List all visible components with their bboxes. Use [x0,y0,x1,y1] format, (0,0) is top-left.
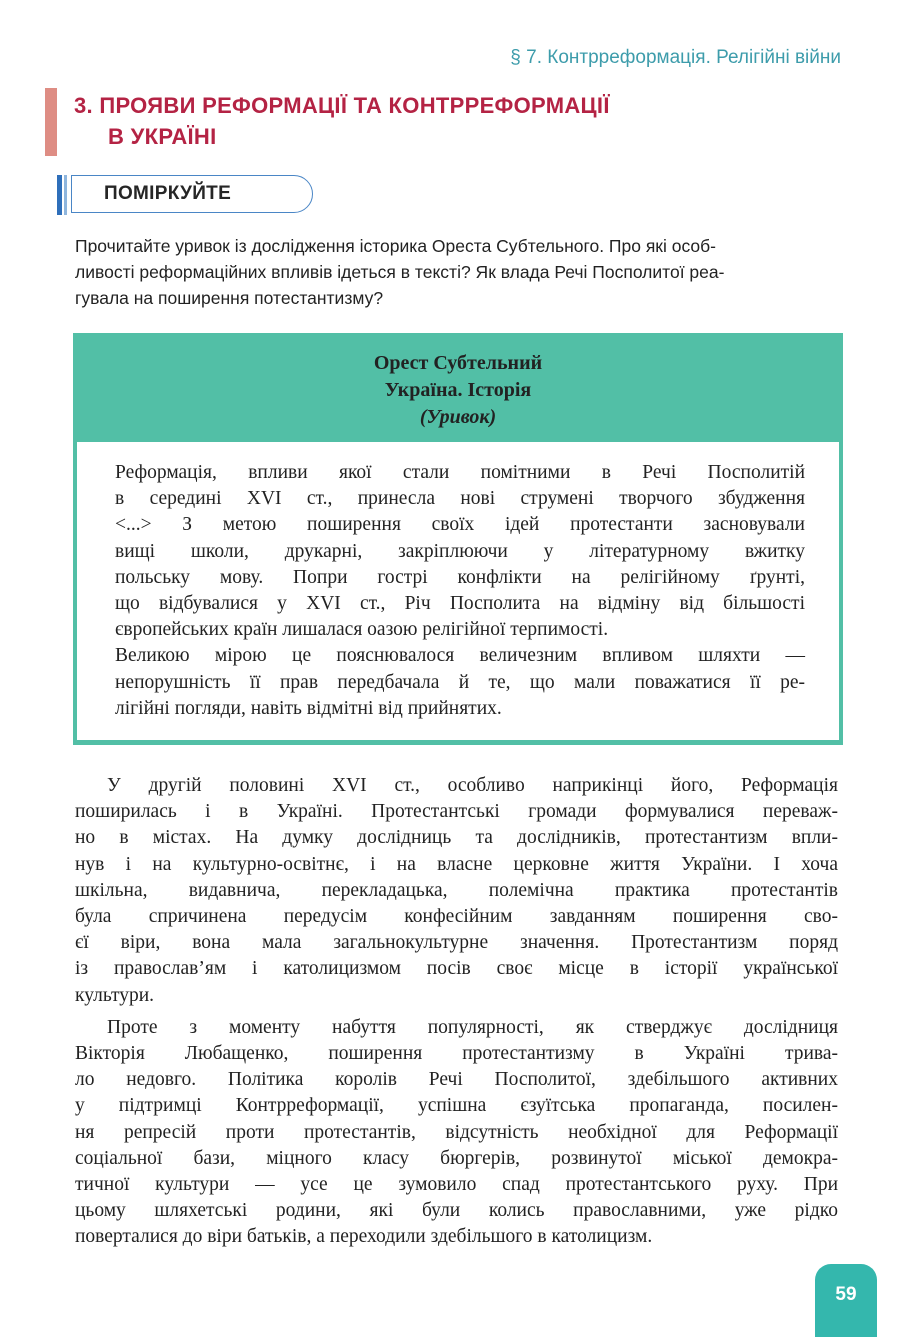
source-book-title: Україна. Історія [384,379,532,401]
source-quote [115,460,805,722]
body-line: соціальної бази, міцного класу бюргерів, розвинутої міської демокра- [75,1147,838,1169]
body-line: шкільна, видавнича, перекладацька, полемічна практика протестантів [75,879,838,901]
quote-line: лігійні погляди, навіть відмітні від прийнятих. [115,697,502,719]
body-line: но в містах. На думку дослідниць та дослідників, протестантизм впли- [75,827,838,849]
body-line: нув і на культурно-освітнє, і на власне церковне життя України. І хоча [75,853,838,875]
badge-stripes-icon [57,175,71,215]
quote-line: непорушність її прав передбачала й те, що мали поважатися її ре- [115,671,805,693]
think-badge-label: ПОМІРКУЙТЕ [71,175,313,213]
quote-line: <...> З метою поширення своїх ідей протестанти засновували [115,514,805,536]
body-line: єї віри, вона мала загальнокультурне значення. Протестантизм поряд [75,932,838,954]
paragraph-2 [75,1015,838,1251]
section-title-line: 3. ПРОЯВИ РЕФОРМАЦІЇ ТА КОНТРРЕФОРМАЦІЇ [74,93,610,118]
body-line: із православ’ям і католицизмом посів своє місце в історії української [75,958,838,980]
body-line: ня репресій проти протестантів, відсутність необхідної для Реформації [75,1121,838,1143]
body-line: ло недовго. Політика королів Речі Посполитої, здебільшого активних [75,1069,838,1091]
prompt-line: Прочитайте уривок із дослідження історика Ореста Субтельного. Про які особ- [75,236,716,256]
quote-line: Великою мірою це пояснювалося величезним впливом шляхти — [115,645,805,667]
body-line: у підтримці Контрреформації, успішна єзуїтська пропаганда, посилен- [75,1095,838,1117]
section-accent-bar [45,88,57,156]
source-heading [73,350,843,431]
prompt-line: гувала на поширення потестантизму? [75,288,384,308]
source-note: (Уривок) [419,406,497,428]
body-line: культури. [75,984,155,1006]
body-line: У другій половині XVI ст., особливо наприкінці його, Реформація [107,775,838,796]
body-line: поверталися до віри батьків, а переходили здебільшого в католицизм. [75,1226,653,1248]
body-text [75,773,838,1251]
section-title-line: В УКРАЇНІ [108,124,217,149]
source-author: Орест Субтельний [373,352,543,374]
task-prompt [75,233,843,311]
body-line: була спричинена передусім конфесійним завданням поширення сво- [75,906,838,928]
quote-line: вищі школи, друкарні, закріплюючи у літературному вжитку [115,540,805,562]
body-line: тичної культури — усе це зумовило спад протестантського руху. При [75,1174,838,1196]
page-number: 59 [815,1264,877,1337]
paragraph-1 [75,773,838,1009]
quote-line: що відбувалися у XVI ст., Річ Посполита на відміну від більшості [115,593,805,615]
section-title [74,90,610,152]
running-header: § 7. Контрреформація. Релігійні війни [510,47,841,68]
body-line: Вікторія Любащенко, поширення протестантизму в Україні трива- [75,1043,838,1065]
body-line: Проте з моменту набуття популярності, як стверджує дослідниця [107,1016,838,1038]
quote-line: європейських країн лишалася оазою релігійної терпимості. [115,619,609,641]
quote-line: в середині XVI ст., принесла нові струмені творчого збудження [115,488,805,510]
body-line: цьому шляхетські родини, які були колись православними, уже рідко [75,1200,838,1222]
body-line: поширилась і в Україні. Протестантські громади формувалися переваж- [75,801,838,823]
quote-line: польську мову. Попри гострі конфлікти на релігійному ґрунті, [115,566,805,588]
quote-line: Реформація, впливи якої стали помітними в Речі Посполитій [115,462,805,483]
prompt-line: ливості реформаційних впливів ідеться в тексті? Як влада Речі Посполитої реа- [75,262,725,282]
